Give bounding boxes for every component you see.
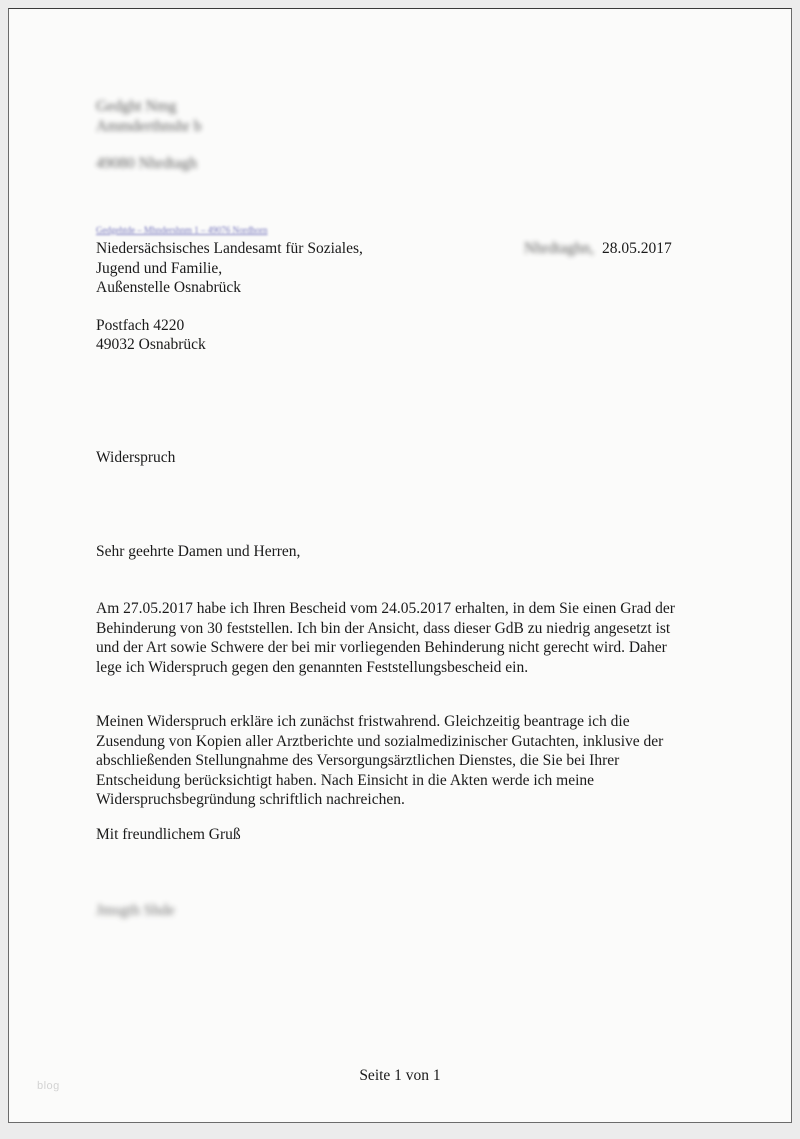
watermark-text: blog bbox=[36, 1079, 60, 1093]
closing-line: Mit freundlichem Gruß bbox=[96, 826, 241, 843]
body-paragraph-1: Am 27.05.2017 habe ich Ihren Bescheid vom 24.05.2017 erhalten, in dem Sie einen Grad der Behinderung von 30 feststellen. Ich bin der Ansicht, dass dieser GdB zu niedrig angesetzt ist und der Art sowie Schwere der bei mir vorliegenden Behinderung nicht gerecht wird. Daher lege ich Widerspruch gegen den genannten Feststellungsbescheid ein. bbox=[96, 600, 675, 676]
recipient-authority-line2: Jugend und Familie, bbox=[96, 259, 223, 277]
sender-name-redacted: Gedght Nmg bbox=[96, 98, 177, 115]
recipient-address-block bbox=[96, 239, 363, 355]
date-line bbox=[524, 239, 672, 259]
sender-city-redacted: 49080 Nhrdtagh bbox=[96, 155, 198, 172]
body-paragraph-2: Meinen Widerspruch erkläre ich zunächst fristwahrend. Gleichzeitig beantrage ich die Zusendung von Kopien aller Arztberichte und sozialmedizinischer Gutachten, inklusive der abschließenden Stellungnahme des Versorgungsärztlichen Dienstes, die Sie bei Ihrer Entscheidung berücksichtigt haben. Nach Einsicht in die Akten werde ich meine Widerspruchsbegründung schriftlich nachreichen. bbox=[96, 713, 664, 808]
sender-address-block bbox=[96, 97, 201, 174]
page-number: Seite 1 von 1 bbox=[359, 1067, 441, 1084]
salutation: Sehr geehrte Damen und Herren, bbox=[96, 543, 301, 560]
sender-street-redacted: Ammderthnshr b bbox=[96, 117, 202, 135]
signature-redacted: Jmsgth Shde bbox=[96, 902, 175, 919]
recipient-city: 49032 Osnabrück bbox=[96, 336, 206, 353]
letter-date: 28.05.2017 bbox=[602, 240, 672, 257]
date-place-redacted: Nhrdtaghn, bbox=[524, 240, 595, 257]
subject-line: Widerspruch bbox=[96, 449, 176, 466]
recipient-postbox: Postfach 4220 bbox=[96, 316, 185, 334]
recipient-authority-line1: Niedersächsisches Landesamt für Soziales, bbox=[96, 240, 363, 257]
letter-page bbox=[8, 8, 792, 1123]
recipient-authority-line3: Außenstelle Osnabrück bbox=[96, 279, 242, 296]
window-envelope-sender-line-redacted: Gedgehtde – Mhndershnm 1 – 49076 Nordhorn bbox=[96, 225, 268, 235]
